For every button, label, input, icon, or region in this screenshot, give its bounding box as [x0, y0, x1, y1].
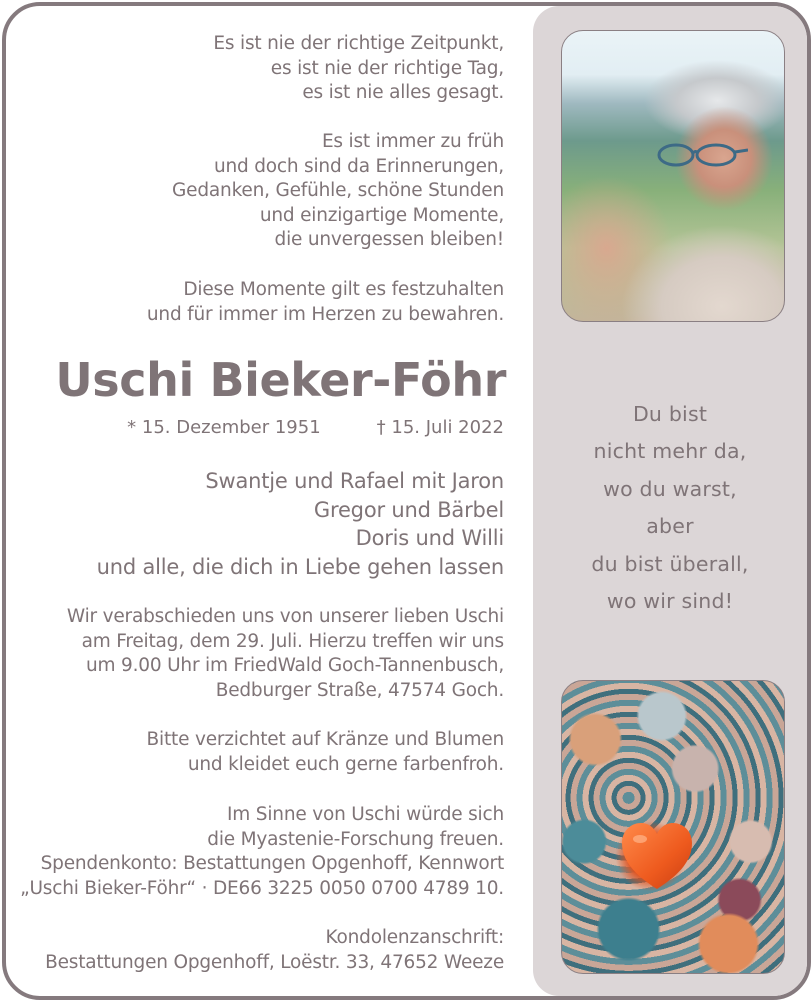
mourner-line: Doris und Willi [355, 526, 504, 550]
poem-line: Diese Momente gilt es festzuhalten [183, 279, 504, 300]
poem-line: die unvergessen bleiben! [274, 229, 504, 251]
poem-line: es ist nie alles gesagt. [302, 82, 504, 104]
service-line: Wir verabschieden uns von unserer lieben Uschi [66, 606, 504, 627]
flowers-line: Bitte verzichtet auf Kränze und Blumen [146, 729, 504, 750]
service-info [26, 605, 504, 703]
death-date: † 15. Juli 2022 [376, 417, 504, 438]
donation-line: Im Sinne von Uschi würde sich [227, 804, 504, 825]
poem-line: Gedanken, Gefühle, schöne Stunden [172, 180, 504, 202]
service-line: am Freitag, dem 29. Juli. Hierzu treffen wir uns [81, 630, 504, 652]
poem-line: und für immer im Herzen zu bewahren. [146, 303, 504, 325]
flowers-line: und kleidet euch gerne farbenfroh. [187, 753, 504, 775]
condolence-label: Kondolenzanschrift: [325, 927, 504, 948]
poem-stanza-1 [26, 32, 504, 106]
quote-line: aber [646, 514, 694, 539]
condolence-address [2, 926, 504, 975]
quote-line: du bist überall, [591, 551, 749, 576]
poem-line: und einzigartige Momente, [259, 204, 504, 226]
side-quote [533, 396, 807, 620]
quote-line: wo du warst, [603, 476, 737, 501]
portrait-photo [561, 30, 785, 322]
mourner-line: Gregor und Bärbel [313, 497, 504, 522]
donation-line: „Uschi Bieker-Föhr“ · DE66 3225 0050 0700 4789 10. [20, 877, 504, 899]
poem-stanza-2 [26, 130, 504, 253]
service-line: Bedburger Straße, 47574 Goch. [215, 679, 504, 701]
side-panel [533, 6, 807, 996]
life-dates [26, 416, 504, 440]
deceased-name: Uschi Bieker-Föhr [55, 353, 506, 407]
condolence-address-line: Bestattungen Opgenhoff, Loëstr. 33, 47652 Weeze [45, 951, 504, 973]
quote-line: nicht mehr da, [593, 439, 747, 464]
obituary-frame [2, 2, 811, 1000]
poem-line: Es ist nie der richtige Zeitpunkt, [213, 33, 504, 54]
poem-stanza-3 [26, 278, 504, 327]
poem-line: Es ist immer zu früh [321, 131, 504, 152]
donation-info [2, 803, 504, 901]
quote-line: wo wir sind! [606, 589, 734, 614]
quote-line: Du bist [632, 402, 708, 426]
poem-line: es ist nie der richtige Tag, [270, 57, 504, 79]
glasses-icon [656, 143, 748, 167]
heart-icon [620, 821, 694, 891]
donation-line: die Myastenie-Forschung freuen. [207, 828, 504, 850]
mourner-line: Swantje und Rafael mit Jaron [205, 469, 504, 493]
poem-line: und doch sind da Erinnerungen, [213, 155, 504, 177]
service-line: um 9.00 Uhr im FriedWald Goch-Tannenbusch, [85, 655, 504, 677]
flowers-note [26, 728, 504, 777]
birth-date: * 15. Dezember 1951 [127, 417, 321, 438]
heart-on-pebbles-photo [561, 680, 785, 974]
mourners-list [26, 467, 504, 581]
donation-line: Spendenkonto: Bestattungen Opgenhoff, Kennwort [40, 853, 504, 875]
mourner-line: und alle, die dich in Liebe gehen lassen [96, 554, 504, 579]
